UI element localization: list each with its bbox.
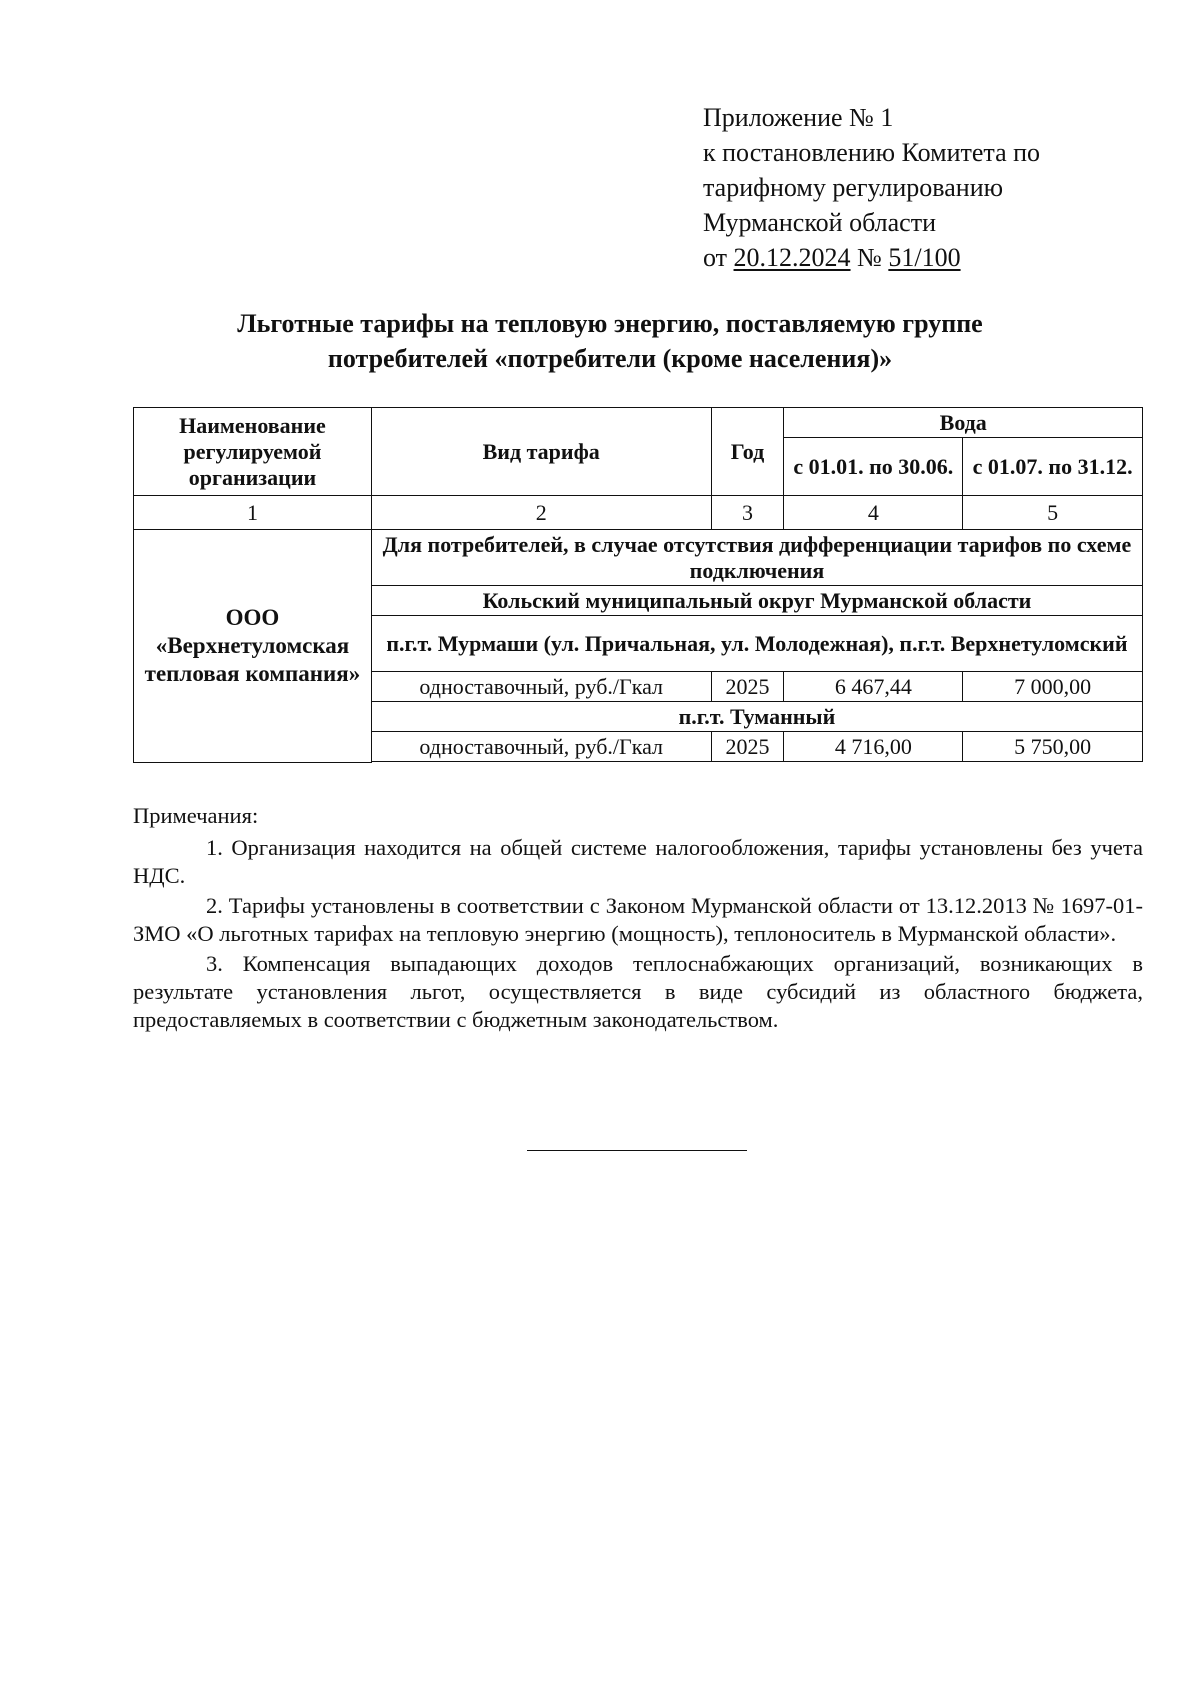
col-number-5: 5 <box>963 496 1143 530</box>
header-water: Вода <box>784 408 1143 438</box>
district-heading: Кольский муниципальный округ Мурманской области <box>371 586 1142 616</box>
locality-heading-1: п.г.т. Мурмаши (ул. Причальная, ул. Молодежная), п.г.т. Верхнетуломский <box>371 616 1142 672</box>
note-item-3: 3. Компенсация выпадающих доходов теплоснабжающих организаций, возникающих в результате установления льгот, осуществляется в виде субсидий из областного бюджета, предоставляемых в соответствии с бюджетным законодательством. <box>133 951 1143 1032</box>
appendix-line-1: Приложение № 1 <box>703 103 894 132</box>
tariff-type-2: одноставочный, руб./Гкал <box>371 732 711 762</box>
tariff-table <box>133 407 1143 763</box>
tariff-value-2-period-2: 5 750,00 <box>963 732 1143 762</box>
col-number-1: 1 <box>134 496 372 530</box>
appendix-line-3: тарифному регулированию <box>703 173 1004 202</box>
header-org: Наименование регулируемой организации <box>134 408 372 496</box>
header-row-1 <box>134 408 1143 438</box>
appendix-from: от <box>703 243 728 272</box>
notes-heading: Примечания: <box>133 803 259 828</box>
section-heading: Для потребителей, в случае отсутствия дифференциации тарифов по схеме подключения <box>371 530 1142 586</box>
col-number-3: 3 <box>711 496 784 530</box>
appendix-line-4: Мурманской области <box>703 208 936 237</box>
title-line-1: Льготные тарифы на тепловую энергию, поставляемую группе <box>237 309 983 338</box>
section-row <box>134 530 1143 586</box>
document-title <box>130 306 1090 376</box>
notes-block <box>133 802 1143 1036</box>
appendix-date: 20.12.2024 <box>733 243 851 272</box>
note-item-1: 1. Организация находится на общей системе налогообложения, тарифы установлены без учета НДС. <box>133 835 1143 888</box>
closing-separator-line <box>527 1150 747 1151</box>
tariff-value-2-period-1: 4 716,00 <box>784 732 963 762</box>
appendix-line-2: к постановлению Комитета по <box>703 138 1041 167</box>
tariff-type-1: одноставочный, руб./Гкал <box>371 672 711 702</box>
appendix-block <box>703 100 1163 275</box>
col-number-2: 2 <box>371 496 711 530</box>
header-period-1: с 01.01. по 30.06. <box>784 438 963 496</box>
header-year: Год <box>711 408 784 496</box>
header-tariff: Вид тарифа <box>371 408 711 496</box>
appendix-number: 51/100 <box>888 243 961 272</box>
header-period-2: с 01.07. по 31.12. <box>963 438 1143 496</box>
tariff-value-1-period-1: 6 467,44 <box>784 672 963 702</box>
locality-heading-2: п.г.т. Туманный <box>371 702 1142 732</box>
organization-name: ООО «Верхнетуломская тепловая компания» <box>134 530 372 763</box>
tariff-year-1: 2025 <box>711 672 784 702</box>
appendix-number-sign: № <box>857 243 882 272</box>
title-line-2: потребителей «потребители (кроме населения)» <box>327 344 893 373</box>
appendix-date-line <box>703 240 1163 275</box>
note-item-2: 2. Тарифы установлены в соответствии с Законом Мурманской области от 13.12.2013 № 1697-01-ЗМО «О льготных тарифах на тепловую энергию (мощность), теплоноситель в Мурманской области». <box>133 893 1143 946</box>
tariff-year-2: 2025 <box>711 732 784 762</box>
tariff-value-1-period-2: 7 000,00 <box>963 672 1143 702</box>
column-number-row <box>134 496 1143 530</box>
col-number-4: 4 <box>784 496 963 530</box>
